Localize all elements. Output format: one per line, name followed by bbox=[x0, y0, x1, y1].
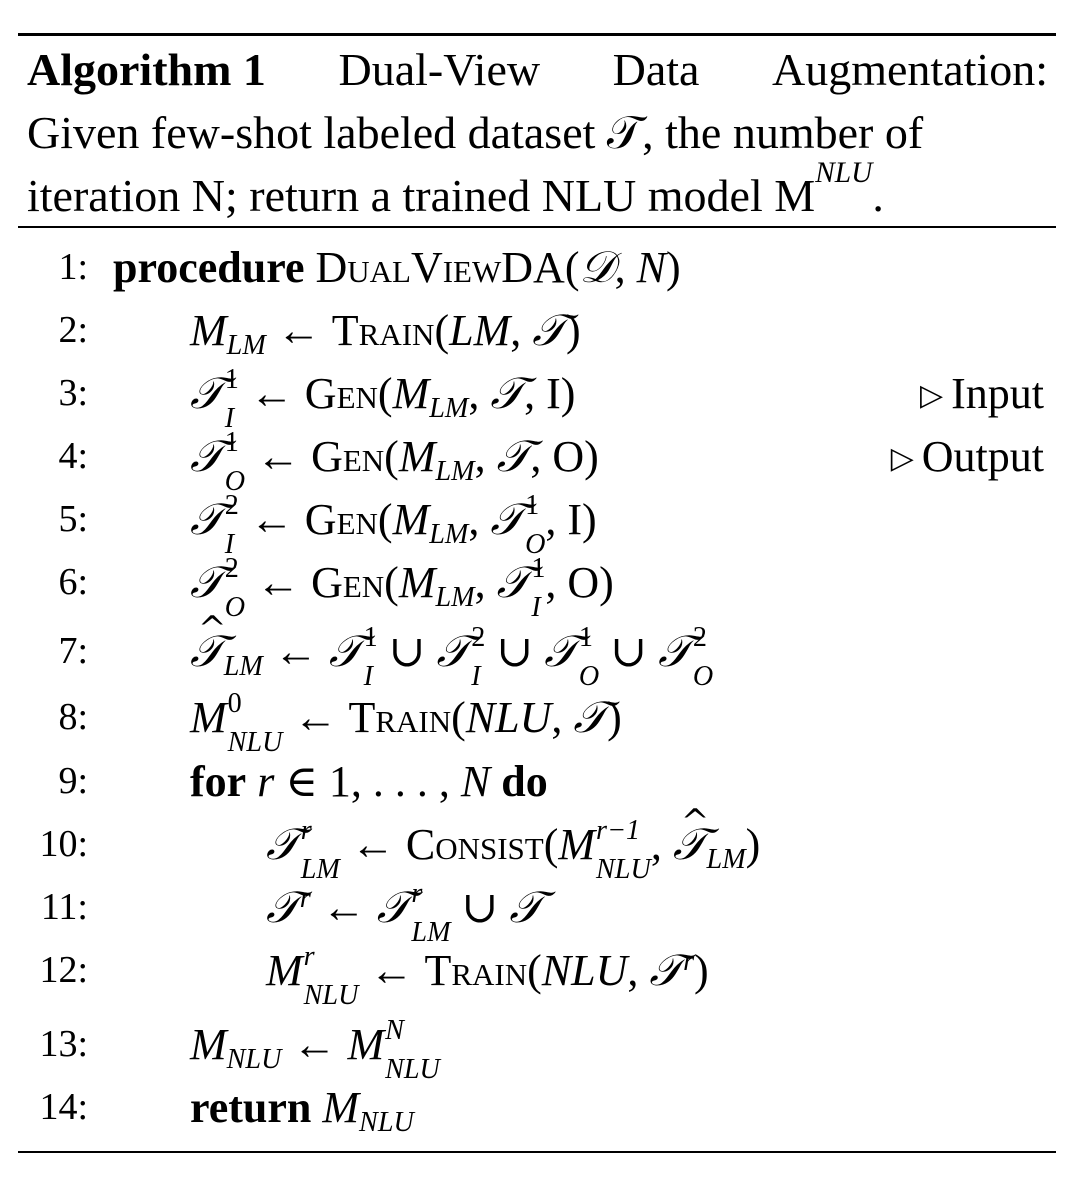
line-code: $M_{NLU}$ ← M N NLU bbox=[190, 1014, 440, 1085]
keyword-for: for bbox=[190, 757, 247, 806]
line-code: 𝒯 2 O ← $Gen(M_{LM}$, 𝒯 1 I , O) bbox=[190, 552, 614, 623]
algorithm-line-4 bbox=[0, 425, 1070, 497]
line-code: ^ 𝒯$_{LM}$ ← 𝒯 1 I ∪ 𝒯 2 I ∪ 𝒯 1 O ∪ 𝒯 2 O bbox=[190, 620, 713, 683]
line-number: 9: bbox=[58, 760, 88, 802]
line-code: 𝒯$^r$ ← 𝒯 r LM ∪ 𝒯 bbox=[266, 877, 544, 948]
line-number: 13: bbox=[39, 1023, 88, 1065]
caption-line-1 bbox=[27, 38, 1048, 101]
bottom-rule bbox=[18, 1151, 1056, 1153]
line-number: 11: bbox=[40, 886, 88, 928]
algorithm-line-10 bbox=[0, 813, 1070, 885]
caption-period: . bbox=[872, 170, 884, 221]
algorithm-line-11 bbox=[0, 876, 1070, 948]
keyword-procedure: procedure bbox=[113, 243, 305, 292]
line-number: 8: bbox=[58, 696, 88, 738]
line-code: 𝒯 1 I ← $Gen(M_{LM}$, 𝒯, I) bbox=[190, 363, 576, 434]
line-number: 1: bbox=[58, 246, 88, 288]
triangle-icon: ▷ bbox=[890, 442, 914, 475]
algorithm-line-13 bbox=[0, 1013, 1070, 1085]
algorithm-label: Algorithm 1 bbox=[27, 44, 266, 95]
comment-output: ▷ Output bbox=[890, 432, 1044, 481]
line-code: $M_{LM}$ ← Train(LM, 𝒯) bbox=[190, 305, 581, 361]
triangle-icon: ▷ bbox=[920, 379, 944, 412]
line-number: 6: bbox=[58, 561, 88, 603]
line-code: 𝒯 2 I ← $Gen(M_{LM}$, 𝒯 1 O , I) bbox=[190, 489, 597, 560]
caption-text: iteration N; return a trained NLU model M bbox=[27, 170, 816, 221]
algorithm-line-12 bbox=[0, 939, 1070, 1011]
caption-subscript: NLU bbox=[815, 157, 873, 190]
line-number: 10: bbox=[39, 823, 88, 865]
algorithm-line-7 bbox=[0, 620, 1070, 692]
line-number: 3: bbox=[58, 372, 88, 414]
caption-word: Augmentation: bbox=[772, 44, 1048, 95]
algorithm-line-14 bbox=[0, 1076, 1070, 1139]
algorithm-line-3 bbox=[0, 362, 1070, 434]
algorithm-caption bbox=[27, 38, 1048, 227]
caption-text: Given few-shot labeled dataset 𝒯, the number of bbox=[27, 107, 924, 158]
function-train: Train bbox=[331, 306, 435, 355]
keyword-do: do bbox=[501, 757, 548, 806]
caption-word: Dual-View bbox=[338, 44, 541, 95]
line-code: 𝒯 1 O ← $Gen(M_{LM}$, 𝒯, O) bbox=[190, 426, 599, 497]
function-gen: Gen bbox=[304, 369, 378, 418]
line-number: 7: bbox=[58, 630, 88, 672]
line-code: M 0 NLU ← Train(NLU, 𝒯) bbox=[190, 687, 622, 758]
line-number: 12: bbox=[39, 949, 88, 991]
algorithm-line-9 bbox=[0, 750, 1070, 813]
top-rule bbox=[18, 33, 1056, 36]
line-code: for r ∈ 1, . . . , N do bbox=[190, 757, 548, 806]
comment-input: ▷ Input bbox=[920, 369, 1044, 418]
line-number: 14: bbox=[39, 1086, 88, 1128]
algorithm-line-2 bbox=[0, 299, 1070, 362]
function-consist: Consist bbox=[405, 820, 544, 869]
line-code: 𝒯 r LM ← Consist(M r−1 NLU , ^ 𝒯$_{LM}$) bbox=[266, 813, 760, 876]
procedure-name: DualViewDA bbox=[315, 243, 565, 292]
line-code: procedure DualViewDA(𝒟, N) bbox=[113, 242, 681, 293]
line-number: 4: bbox=[58, 435, 88, 477]
line-number: 5: bbox=[58, 498, 88, 540]
algorithm-line-6 bbox=[0, 551, 1070, 623]
middle-rule bbox=[18, 226, 1056, 228]
caption-line-2 bbox=[27, 101, 1048, 164]
algorithm-line-5 bbox=[0, 488, 1070, 560]
keyword-return: return bbox=[190, 1083, 312, 1132]
line-code: M r NLU ← Train(NLU, 𝒯$^r$) bbox=[266, 940, 709, 1011]
line-number: 2: bbox=[58, 309, 88, 351]
algorithm-line-1 bbox=[0, 236, 1070, 299]
symbol-d: 𝒟 bbox=[579, 242, 615, 293]
caption-line-3 bbox=[27, 157, 1048, 227]
line-code: return $M_{NLU}$ bbox=[190, 1083, 414, 1138]
algorithm-line-8 bbox=[0, 686, 1070, 758]
caption-word: Data bbox=[612, 44, 700, 95]
